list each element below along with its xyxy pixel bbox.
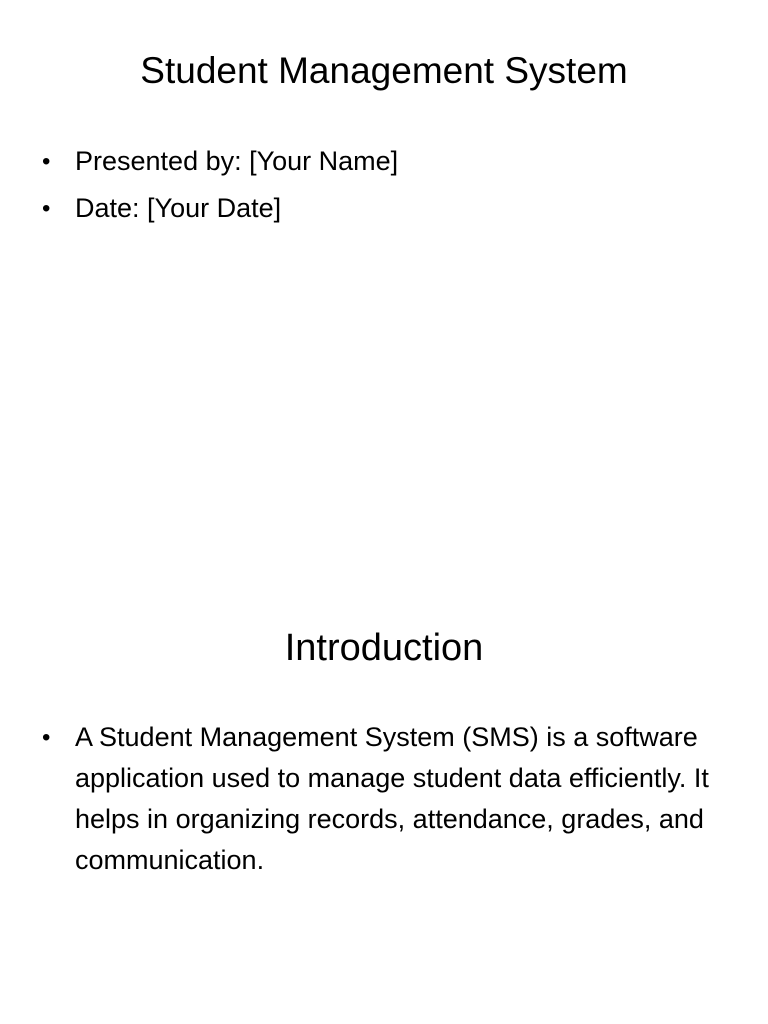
bullet-list (42, 141, 712, 235)
slide-title: Student Management System (140, 50, 628, 91)
slide-title: Introduction (284, 627, 484, 669)
bullet-dot-icon: • (42, 195, 51, 222)
bullet-text: Presented by: [Your Name] (75, 146, 399, 176)
bullet-text: A Student Management System (SMS) is a software application used to manage student data efficiently. It helps in organizing records, attendance, grades, and communication. (75, 722, 709, 875)
bullet-list (42, 717, 712, 887)
bullet-item-date (42, 188, 712, 229)
bullet-item-description (42, 717, 712, 881)
bullet-dot-icon: • (42, 724, 51, 751)
bullet-text: Date: [Your Date] (75, 193, 282, 223)
bullet-dot-icon: • (42, 148, 51, 175)
bullet-item-presenter (42, 141, 712, 182)
slide-introduction (0, 576, 768, 1024)
